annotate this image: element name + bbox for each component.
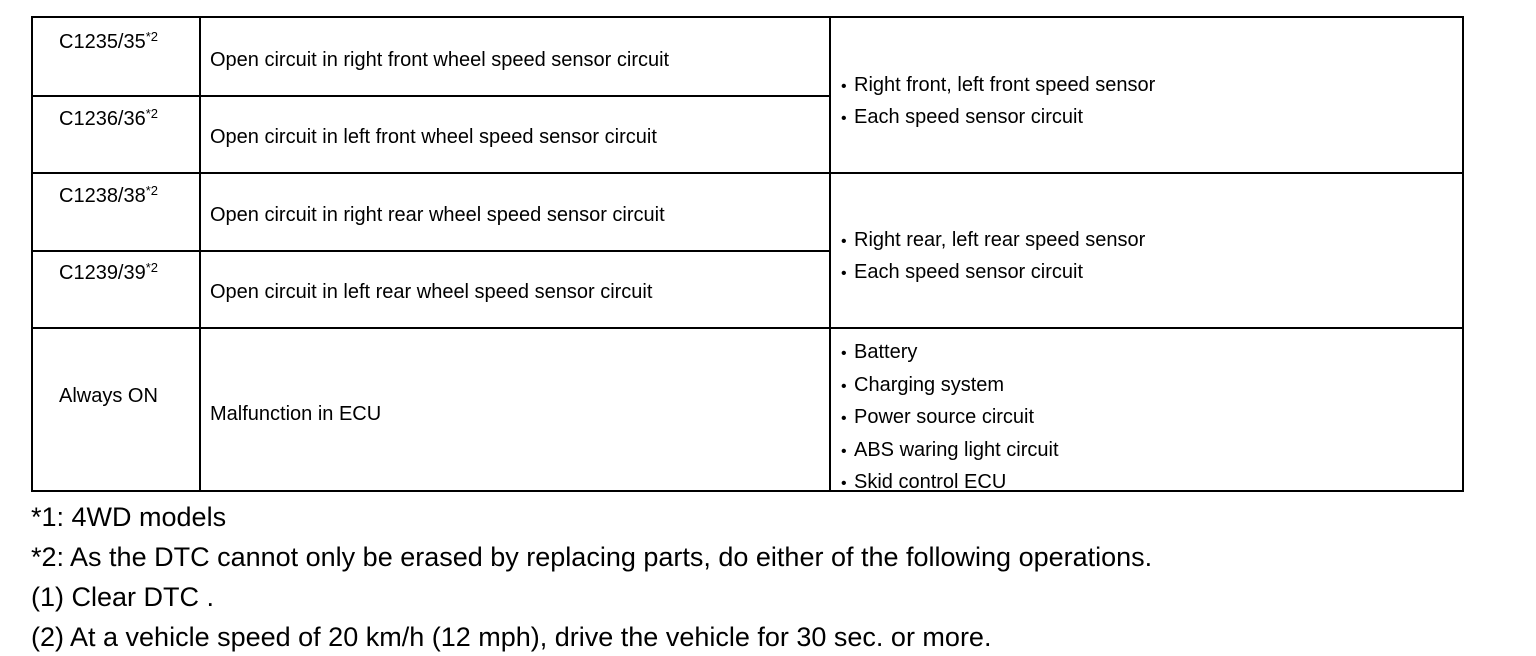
dtc-code xyxy=(59,384,158,408)
dtc-code-text: C1239/39 xyxy=(59,262,146,284)
row-divider xyxy=(33,250,830,252)
trouble-area-list xyxy=(841,70,1155,134)
dtc-code-text: C1235/35 xyxy=(59,31,146,53)
trouble-area-list xyxy=(841,225,1145,289)
dtc-code xyxy=(59,184,158,208)
dtc-code-text: C1236/36 xyxy=(59,108,146,130)
trouble-area-text: Power source circuit xyxy=(854,406,1035,428)
trouble-area-text: Charging system xyxy=(854,373,1005,396)
bullet-icon: • xyxy=(841,233,847,250)
dtc-code xyxy=(59,30,158,54)
dtc-code xyxy=(59,107,158,131)
trouble-area-item xyxy=(841,102,1155,134)
dtc-description: Open circuit in left front wheel speed sensor circuit xyxy=(210,126,657,148)
trouble-area-text: ABS waring light circuit xyxy=(854,438,1059,461)
trouble-area-item xyxy=(841,435,1059,468)
footnote-marker: *2 xyxy=(145,183,159,198)
bullet-icon: • xyxy=(841,265,847,282)
trouble-area-item xyxy=(841,225,1145,257)
trouble-area-text: Each speed sensor circuit xyxy=(854,261,1084,283)
dtc-code-text: Always ON xyxy=(59,385,158,407)
footnote: (1) Clear DTC . xyxy=(31,582,215,612)
footnote-marker: *2 xyxy=(145,29,159,44)
bullet-icon: • xyxy=(841,345,847,362)
bullet-icon: • xyxy=(841,377,847,395)
footnote-marker: *2 xyxy=(145,260,159,275)
column-divider xyxy=(199,18,201,490)
bullet-icon: • xyxy=(841,110,847,127)
bullet-icon: • xyxy=(841,475,847,492)
trouble-area-item xyxy=(841,467,1059,500)
row-divider xyxy=(33,95,830,97)
trouble-area-text: Each speed sensor circuit xyxy=(854,106,1084,128)
column-divider xyxy=(829,18,831,490)
trouble-area-text: Battery xyxy=(854,341,918,363)
row-divider xyxy=(33,172,1462,174)
trouble-area-item xyxy=(841,70,1155,102)
trouble-area-text: Skid control ECU xyxy=(854,471,1007,493)
row-divider xyxy=(33,327,1462,329)
dtc-description: Open circuit in right front wheel speed sensor circuit xyxy=(210,49,670,71)
dtc-description: Open circuit in left rear wheel speed sensor circuit xyxy=(210,281,653,303)
footnotes xyxy=(31,497,1152,656)
dtc-code xyxy=(59,261,158,285)
trouble-area-text: Right front, left front speed sensor xyxy=(854,74,1156,96)
trouble-area-item xyxy=(841,337,1059,370)
trouble-area-text: Right rear, left rear speed sensor xyxy=(854,229,1146,251)
trouble-area-item xyxy=(841,370,1059,403)
dtc-code-text: C1238/38 xyxy=(59,185,146,207)
trouble-area-item xyxy=(841,402,1059,435)
dtc-description: Malfunction in ECU xyxy=(210,403,382,425)
bullet-icon: • xyxy=(841,410,847,427)
footnote: (2) At a vehicle speed of 20 km/h (12 mph), drive the vehicle for 30 sec. or more. xyxy=(31,622,992,652)
footnote: *1: 4WD models xyxy=(31,502,227,532)
footnote: *2: As the DTC cannot only be erased by replacing parts, do either of the following operations. xyxy=(31,542,1153,572)
dtc-table xyxy=(31,16,1464,492)
bullet-icon: • xyxy=(841,442,847,460)
trouble-area-item xyxy=(841,257,1145,289)
trouble-area-list xyxy=(841,337,1059,500)
footnote-marker: *2 xyxy=(145,106,159,121)
bullet-icon: • xyxy=(841,78,847,95)
dtc-description: Open circuit in right rear wheel speed sensor circuit xyxy=(210,204,665,226)
